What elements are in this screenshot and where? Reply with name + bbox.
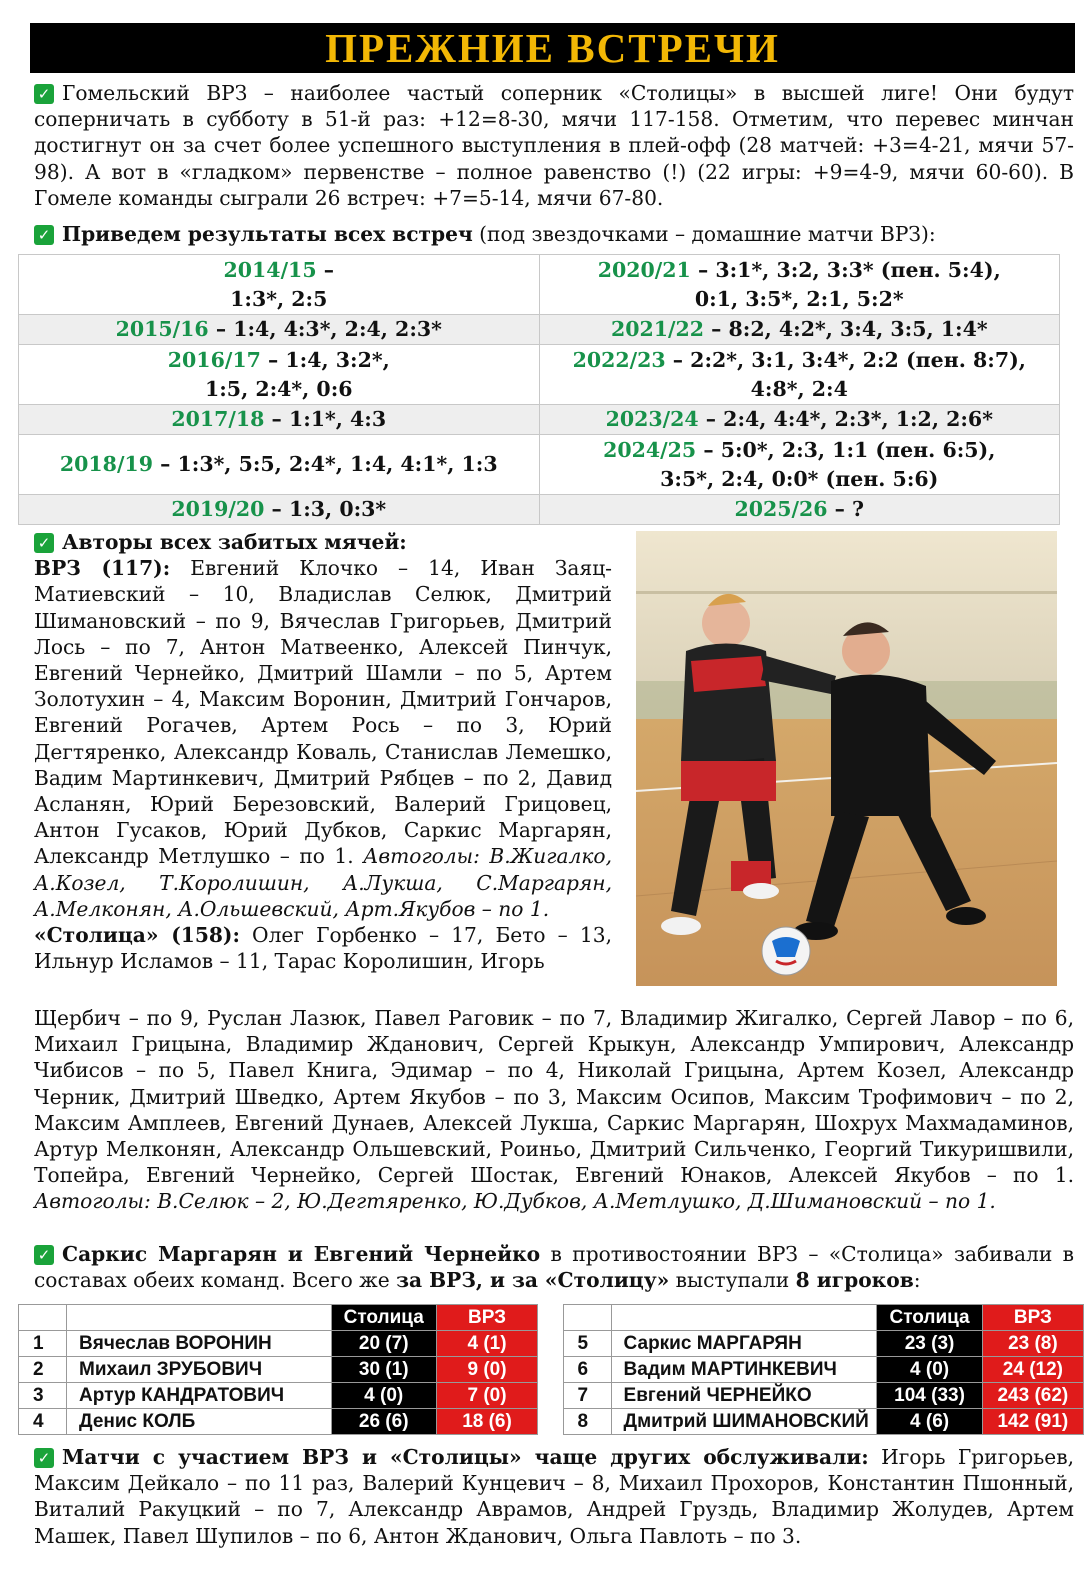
intro-text: Гомельский ВРЗ – наиболее частый соперник «Столицы» в высшей лиге! Они будут соперничать в субботу в 51-й раз: +12=8-30, мячи 117-158. Отметим, что перевес минчан достигнут он за счет более успешного выступления в плей-офф (28 матчей: +3=4-21, мячи 57-98). А вот в «гладком» первенстве – полное равенство (!) (22 игры: +9=4-9, мячи 60-60). В Гомеле команды сыграли 26 встреч: +7=5-14, мячи 67-80. bbox=[34, 81, 1074, 210]
table-row bbox=[19, 1409, 1084, 1435]
player-first-name: Вячеслав bbox=[79, 1332, 171, 1354]
player-last-name: ЧЕРНЕЙКО bbox=[706, 1384, 812, 1406]
results-heading-note: (под звездочками – домашние матчи ВРЗ): bbox=[472, 222, 936, 246]
check-icon: ✓ bbox=[34, 1245, 54, 1265]
season-scores: – 3:1*, 3:2, 3:3* (пен. 5:4), bbox=[690, 257, 1001, 282]
vrz-scorers-label: ВРЗ (117): bbox=[34, 556, 171, 581]
vrz-stat: 23 (8) bbox=[982, 1331, 1083, 1357]
col-stolitsa: Столица bbox=[331, 1305, 436, 1331]
intro-paragraph bbox=[34, 80, 1074, 211]
match-photo bbox=[636, 531, 1057, 986]
season-cell bbox=[19, 345, 540, 405]
player-last-name: МАРТИНКЕВИЧ bbox=[690, 1358, 837, 1380]
season-cell bbox=[19, 405, 540, 435]
stolitsa-stat: 23 (3) bbox=[877, 1331, 982, 1357]
table-row bbox=[19, 1357, 1084, 1383]
season-label: 2023/24 bbox=[605, 407, 699, 431]
season-label: 2018/19 bbox=[59, 452, 153, 476]
player-last-name: КАНДРАТОВИЧ bbox=[141, 1384, 285, 1406]
season-scores: – ? bbox=[827, 497, 865, 521]
match-photo-illustration bbox=[636, 531, 1057, 986]
stolitsa-scorers-list-start: Олег Горбенко – 17, Бето – 13, Ильнур Исламов – 11, Тарас Королишин, Игорь bbox=[34, 923, 613, 974]
season-scores: – 1:1*, 4:3 bbox=[264, 407, 387, 431]
player-num: 6 bbox=[563, 1357, 611, 1383]
both-teams-bold-a: Саркис Маргарян и Евгений Чернейко bbox=[62, 1242, 541, 1266]
season-scores-2: 0:1, 3:5*, 2:1, 5:2* bbox=[694, 286, 904, 311]
referees-paragraph bbox=[34, 1444, 1074, 1549]
player-num: 1 bbox=[19, 1331, 67, 1357]
vrz-stat: 142 (91) bbox=[982, 1409, 1083, 1435]
player-name bbox=[67, 1357, 331, 1383]
stolitsa-stat: 26 (6) bbox=[331, 1409, 436, 1435]
both-teams-text-a: в противостоянии ВРЗ – «Столица» забивали в составах обеих команд. Всего же bbox=[34, 1242, 1075, 1293]
season-cell bbox=[539, 345, 1060, 405]
season-scores: – 1:4, 3:2*, bbox=[260, 347, 390, 372]
both-teams-paragraph bbox=[34, 1241, 1074, 1293]
season-cell bbox=[539, 405, 1060, 435]
season-cell bbox=[19, 255, 540, 315]
vrz-scorers-list: Евгений Клочко – 14, Иван Заяц-Матиевский – 10, Владислав Селюк, Дмитрий Шимановский – по 9, Вячеслав Григорьев, Дмитрий Лось – по 7, Антон Матвеенко, Алексей Пинчук, Евгений Чернейко, Дмитрий Шамли – по 5, Артем Золотухин – 4, Максим Воронин, Дмитрий Гончаров, Евгений Рогачев, Артем Рось – по 3, Юрий Дегтяренко, Александр Коваль, Станислав Лемешко, Вадим Мартинкевич, Дмитрий Рябцев – по 2, Давид Асланян, Юрий Березовский, Валерий Грицовец, Антон Гусаков, Юрий Дубков, Саркис Маргарян, Александр Метлушко – по 1. bbox=[34, 556, 612, 869]
player-name bbox=[611, 1383, 877, 1409]
season-label: 2022/23 bbox=[572, 347, 666, 372]
vrz-stat: 4 (1) bbox=[436, 1331, 537, 1357]
stolitsa-stat: 4 (0) bbox=[877, 1357, 982, 1383]
stolitsa-scorers-label: «Столица» (158): bbox=[34, 923, 240, 948]
both-teams-text-b: выступали bbox=[669, 1268, 796, 1293]
player-first-name: Евгений bbox=[623, 1384, 702, 1406]
check-icon: ✓ bbox=[34, 225, 54, 245]
authors-heading: Авторы всех забитых мячей: bbox=[62, 530, 407, 554]
player-first-name: Артур bbox=[79, 1384, 136, 1406]
stolitsa-stat: 4 (6) bbox=[877, 1409, 982, 1435]
referees-text: Игорь Григорьев, Максим Дейкало – по 11 раз, Валерий Кунцевич – 8, Михаил Прохоров, Константин Пшонный, Виталий Ракуцкий – по 7, Александр Аврамов, Андрей Груздь, Владимир Жолудев, Артем Машек, Павел Шупилов – по 6, Антон Жданович, Ольга Павлоть – по 3. bbox=[34, 1445, 1075, 1548]
authors-continued bbox=[34, 1005, 1074, 1215]
stolitsa-own-goals: Автоголы: В.Селюк – 2, Ю.Дегтяренко, Ю.Дубков, А.Метлушко, Д.Шимановский – по 1. bbox=[34, 1189, 996, 1214]
season-scores-2: 4:8*, 2:4 bbox=[750, 376, 848, 401]
player-name bbox=[67, 1331, 331, 1357]
season-scores: – 2:4, 4:4*, 2:3*, 1:2, 2:6* bbox=[698, 407, 993, 431]
vrz-stat: 24 (12) bbox=[982, 1357, 1083, 1383]
player-num: 4 bbox=[19, 1409, 67, 1435]
season-label: 2024/25 bbox=[603, 437, 697, 462]
table-row bbox=[19, 1331, 1084, 1357]
check-icon: ✓ bbox=[34, 1448, 54, 1468]
vrz-own-goals: Автоголы: В.Жигалко, А.Козел, Т.Королишин, А.Лукша, С.Маргарян, А.Мелконян, А.Ольшевский, Арт.Якубов – по 1. bbox=[34, 844, 613, 921]
season-label: 2017/18 bbox=[171, 407, 265, 431]
check-icon: ✓ bbox=[34, 533, 54, 553]
results-heading bbox=[34, 221, 1074, 247]
both-teams-bold-b: за ВРЗ, и за «Столицу» bbox=[396, 1268, 670, 1293]
player-first-name: Дмитрий bbox=[623, 1410, 708, 1432]
player-num: 8 bbox=[563, 1409, 611, 1435]
player-num: 3 bbox=[19, 1383, 67, 1409]
seasons-table bbox=[18, 254, 1060, 525]
stolitsa-stat: 20 (7) bbox=[331, 1331, 436, 1357]
player-num: 5 bbox=[563, 1331, 611, 1357]
season-cell bbox=[19, 435, 540, 495]
season-label: 2019/20 bbox=[171, 497, 265, 521]
both-teams-bold-c: 8 игроков bbox=[795, 1268, 914, 1293]
season-cell bbox=[19, 495, 540, 525]
season-scores: – 1:3, 0:3* bbox=[264, 497, 387, 521]
vrz-stat: 9 (0) bbox=[436, 1357, 537, 1383]
page-title: ПРЕЖНИЕ ВСТРЕЧИ bbox=[325, 25, 780, 71]
season-scores: – 2:2*, 3:1, 3:4*, 2:2 (пен. 8:7), bbox=[665, 347, 1026, 372]
player-last-name: МАРГАРЯН bbox=[696, 1332, 802, 1354]
season-label: 2014/15 bbox=[223, 257, 317, 282]
season-scores: – 1:4, 4:3*, 2:4, 2:3* bbox=[208, 317, 442, 341]
player-first-name: Денис bbox=[79, 1410, 138, 1432]
season-cell bbox=[539, 435, 1060, 495]
stolitsa-stat: 30 (1) bbox=[331, 1357, 436, 1383]
vrz-stat: 243 (62) bbox=[982, 1383, 1083, 1409]
table-header-row bbox=[19, 1305, 1084, 1331]
stolitsa-stat: 104 (33) bbox=[877, 1383, 982, 1409]
player-name bbox=[611, 1357, 877, 1383]
players-table bbox=[18, 1304, 1084, 1435]
season-label: 2021/22 bbox=[610, 317, 705, 341]
player-last-name: КОЛБ bbox=[142, 1410, 196, 1432]
col-vrz: ВРЗ bbox=[436, 1305, 537, 1331]
player-name bbox=[67, 1383, 331, 1409]
referees-bold: Матчи с участием ВРЗ и «Столицы» чаще других обслуживали: bbox=[62, 1445, 869, 1469]
check-icon: ✓ bbox=[34, 84, 54, 104]
season-cell bbox=[539, 495, 1060, 525]
player-num: 2 bbox=[19, 1357, 67, 1383]
season-scores: – 8:2, 4:2*, 3:4, 3:5, 1:4* bbox=[704, 317, 988, 341]
season-label: 2015/16 bbox=[115, 317, 209, 341]
season-label: 2025/26 bbox=[734, 497, 828, 521]
player-last-name: ЗРУБОВИЧ bbox=[156, 1358, 263, 1380]
player-last-name: ВОРОНИН bbox=[175, 1332, 272, 1354]
page-banner bbox=[30, 23, 1075, 73]
results-heading-bold: Приведем результаты всех встреч bbox=[62, 222, 473, 246]
season-cell bbox=[19, 315, 540, 345]
player-first-name: Вадим bbox=[623, 1358, 686, 1380]
both-teams-text-c: : bbox=[913, 1268, 921, 1293]
vrz-stat: 7 (0) bbox=[436, 1383, 537, 1409]
season-cell bbox=[539, 315, 1060, 345]
stolitsa-stat: 4 (0) bbox=[331, 1383, 436, 1409]
col-vrz: ВРЗ bbox=[982, 1305, 1083, 1331]
player-first-name: Саркис bbox=[623, 1332, 692, 1354]
player-first-name: Михаил bbox=[79, 1358, 152, 1380]
season-scores-2: 3:5*, 2:4, 0:0* (пен. 5:6) bbox=[660, 466, 939, 491]
season-label: 2020/21 bbox=[597, 257, 691, 282]
player-name bbox=[67, 1409, 331, 1435]
season-label: 2016/17 bbox=[167, 347, 261, 372]
season-scores: – 1:3*, 5:5, 2:4*, 1:4, 4:1*, 1:3 bbox=[152, 452, 498, 476]
table-row bbox=[19, 1383, 1084, 1409]
player-last-name: ШИМАНОВСКИЙ bbox=[712, 1410, 869, 1432]
season-scores-2: 1:3*, 2:5 bbox=[230, 286, 328, 311]
season-scores: – 5:0*, 2:3, 1:1 (пен. 6:5), bbox=[696, 437, 996, 462]
player-name bbox=[611, 1409, 877, 1435]
stolitsa-scorers-list: Щербич – по 9, Руслан Лазюк, Павел Раговик – по 7, Владимир Жигалко, Сергей Лавор – по 6, Михаил Грицына, Владимир Жданович, Сергей Крыкун, Александр Умпирович, Александр Чибисов – по 5, Павел Книга, Эдимар – по 4, Николай Грицына, Артем Козел, Александр Черник, Дмитрий Шведко, Артем Якубов – по 3, Максим Осипов, Максим Трофимович – по 2, Максим Амплеев, Евгений Дунаев, Алексей Лукша, Саркис Маргарян, Шохрух Махмадаминов, Артур Мелконян, Александр Ольшевский, Роиньо, Дмитрий Сильченко, Георгий Тикуришвили, Топейра, Евгений Чернейко, Сергей Шостак, Евгений Юнаков, Алексей Якубов – по 1. bbox=[34, 1006, 1074, 1188]
vrz-stat: 18 (6) bbox=[436, 1409, 537, 1435]
player-num: 7 bbox=[563, 1383, 611, 1409]
season-cell bbox=[539, 255, 1060, 315]
player-name bbox=[611, 1331, 877, 1357]
col-stolitsa: Столица bbox=[877, 1305, 982, 1331]
season-scores: – bbox=[316, 257, 334, 282]
authors-block bbox=[34, 529, 612, 974]
season-scores-2: 1:5, 2:4*, 0:6 bbox=[204, 376, 353, 401]
